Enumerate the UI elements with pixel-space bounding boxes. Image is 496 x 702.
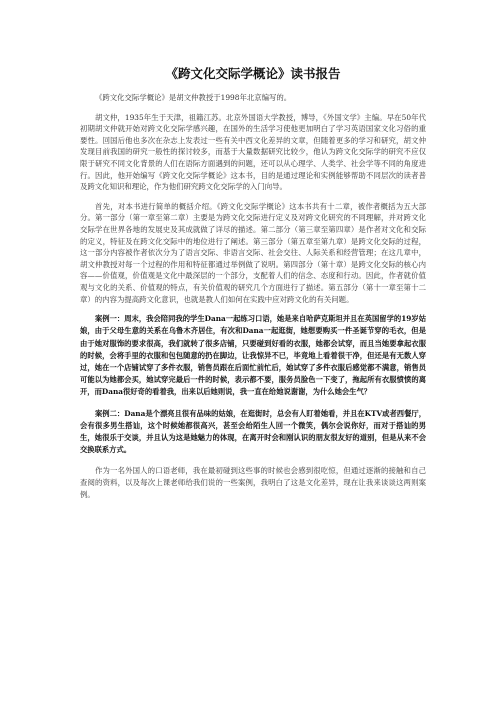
paragraph-intro: 《跨文化交际学概论》是胡文仲教授于1998年北京编写的。: [95, 93, 292, 102]
paragraph-summary: 首先，对本书进行简单的概括介绍。《跨文化交际学概论》这本书共有十二章，被作者概括为五大部分。第一部分（第一章至第二章）主要是为跨文化交际进行定义及对跨文化研究的不同理解，并对跨文化交际学在世界各地的发展史及其成就做了详尽的描述。第二部分（第三章至第四章）是作者对文化和交际的定义，特征及在跨文化交际中的地位进行了阐述。第三部分（第五章至第九章）是跨文化交际的过程，这一部分内容被作者依次分为了语言交际、非语言交际、社会交往、人际关系和经营管理；在这几章中，胡文仲教授对每一个过程的作用和特征都通过举例做了说明。第四部分（第十章）是跨文化交际的核心内容——价值观，价值观是文化中最深层的一个部分，支配着人们的信念、态度和行动。因此，作者就价值观与文化的关系、价值观的特点，有关价值观的研究几个方面进行了描述。第五部分（第十一章至第十二章）的内容为提高跨文化意识，也就是教人们如何在实践中应对跨文化的有关问题。: [80, 201, 426, 304]
page-title: 《跨文化交际学概论》读书报告: [165, 66, 341, 81]
paragraph-author: 胡文仲，1935年生于天津，祖籍江苏。北京外国语大学教授，博导，《外国文学》主编。早在50年代初期胡文仲就开始对跨文化交际学感兴趣，在国外的生活学习使他更加明白了学习英语国家文化习俗的重要性。回国后他也多次在杂志上发表过一些有关中西文化差异的文章，但随着更多的学习和研究，胡文仲发现目前我国的研究一般性的探讨较多，而基于大量数据研究比较少，他认为跨文化交际学的研究不应仅限于研究不同文化背景的人们在语际方面遇到的问题，还可以从心理学、人类学、社会学等不同的角度进行。因此，他开始编写《跨文化交际学概论》这本书，目的是通过理论和实例能够帮助不同层次的读者普及跨文化知识和理论，作为他们研究跨文化交际学的入门向导。: [80, 112, 426, 192]
paragraph-case-two: 案例二：Dana是个漂亮且很有品味的姑娘，在逛街时，总会有人盯着她看，并且在KTV或者西餐厅，会有很多男生搭讪，这个时候她都很高兴，甚至会给陌生人回一个微笑，偶尔会说你好，而对于搭讪的男生，她很乐于交谈，并且认为这是她魅力的体现，在离开时会和刚认识的朋友很友好的道别，但是从来不会交换联系方式。: [80, 408, 426, 455]
paragraph-reflection: 作为一名外国人的口语老师，我在最初碰到这些事的时候也会感到很吃惊，但通过逐渐的接触和自己查阅的资料，以及每次上课老师给我们说的一些案例，我明白了这是文化差异，现在让我来谈谈这两则案例。: [80, 466, 426, 499]
paragraph-case-one: 案例一：周末，我会陪同我的学生Dana一起练习口语，她是来自哈萨克斯坦并且在英国留学的19岁姑娘，由于父母生意的关系在乌鲁木齐居住，有次和Dana一起逛街，她想要购买一件圣诞节穿的毛衣，但是由于她对服饰的要求很高，我们就转了很多店铺，只要碰到好看的衣服，她都会试穿，而且当她要拿起衣服的时候，会将手里的衣服和包包随意的扔在脚边，让我惊异不已，毕竟地上看着很干净，但还是有无数人穿过，她在一个店铺试穿了多件衣服，销售员跟在后面忙前忙后，她试穿了多件衣服后感觉都不满意，销售员可能以为她都会买，她试穿完最后一件的时候，表示都不要，服务员脸色一下变了，拖起所有衣服愤愤的离开，而Dana很好奇的看着我，出来以后她则说，我一直在给她说谢谢，为什么她会生气？: [80, 314, 426, 397]
